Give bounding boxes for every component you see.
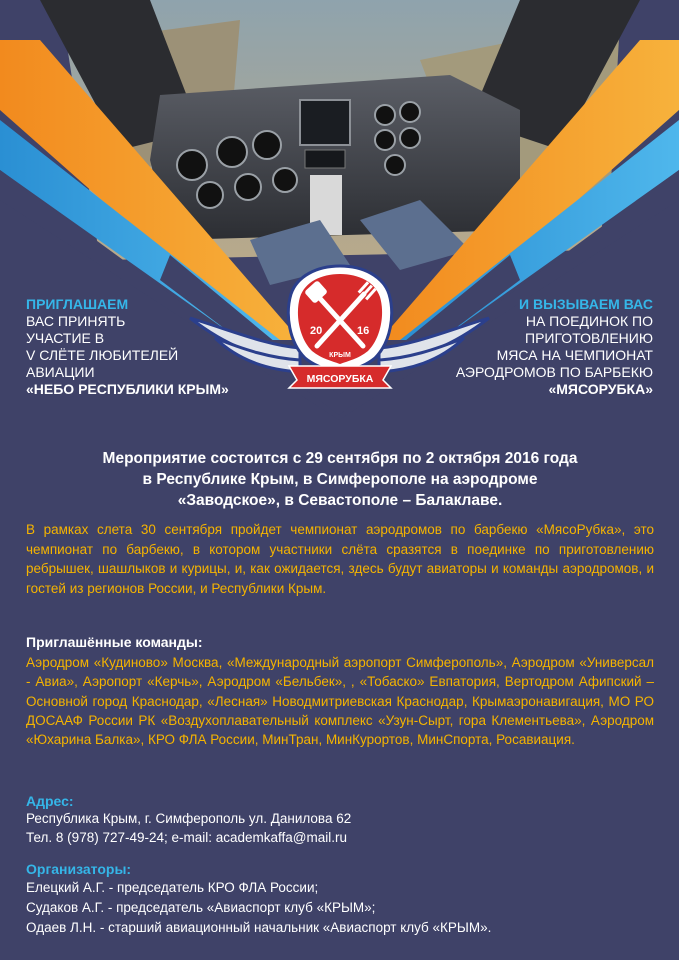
address-title: Адрес: [26,793,74,809]
address-line: Республика Крым, г. Симферополь ул. Данилова 62 [26,811,352,826]
organizer-line: Судаков А.Г. - председатель «Авиаспорт клуб «КРЫМ»; [26,900,376,915]
logo-year-left: 20 [310,325,323,337]
invite-left-line: ВАС ПРИНЯТЬ [26,313,126,329]
invite-left-line: АВИАЦИИ [26,364,95,380]
logo-ribbon-text: МЯСОРУБКА [306,373,374,385]
intro-paragraph: В рамках слета 30 сентября пройдет чемпионат аэродромов по барбекю «МясоРубка», это чемпионат по барбекю, в котором участники слёта сразятся в поединке по приготовлению ребрышек, шашлыков и курицы, и, как ожидается, здесь будут авиаторы и команды аэродромов, и гостей из регионов России, и Республики Крым. [26,522,654,596]
organizers-title: Организаторы: [26,861,132,877]
headline-line: «Заводское», в Севастополе – Балаклаве. [177,492,503,509]
invite-right-line: ПРИГОТОВЛЕНИЮ [525,330,653,346]
headline-line: Мероприятие состоится с 29 сентября по 2 октября 2016 года [102,450,578,467]
teams-list: Аэродром «Кудиново» Москва, «Международный аэропорт Симферополь», Аэродром «Универсал - Авиа», Аэропорт «Керчь», Аэродром «Бельбек», , «Тобаско» Евпатория, Вертодром Афипский – Основной город Краснодар, «Лесная» Новодмитриевская Краснодар, Крымаэронавигация, МО РО ДОСААФ России РК «Воздухоплавательный комплекс «Узун-Сырт, гора Клементьева», Аэродром «Юхарина Балка», КРО ФЛА России, МинТран, МинКурортов, МинСпорта, Росавиация. [26,655,654,748]
invite-left-event-name: «НЕБО РЕСПУБЛИКИ КРЫМ» [26,381,229,397]
invite-right-line: МЯСА НА ЧЕМПИОНАТ [496,347,653,363]
invite-right-event-name: «МЯСОРУБКА» [548,381,653,397]
invite-left-line: V СЛЁТЕ ЛЮБИТЕЛЕЙ [26,347,179,363]
invite-right-column [413,296,653,398]
event-headline [30,448,650,511]
invite-right-line: НА ПОЕДИНОК ПО [525,313,653,329]
logo-year-right: 16 [357,325,370,337]
headline-line: в Республике Крым, в Симферополе на аэродроме [142,471,538,488]
invite-right-line: АЭРОДРОМОВ ПО БАРБЕКЮ [455,364,653,380]
organizer-line: Одаев Л.Н. - старший авиационный начальник «Авиаспорт клуб «КРЫМ». [26,920,492,935]
invite-left-column [26,296,256,398]
invite-right-line: И ВЫЗЫВАЕМ ВАС [519,296,653,312]
organizer-line: Елецкий А.Г. - председатель КРО ФЛА России; [26,880,319,895]
logo-region: КРЫМ [329,352,351,359]
contact-line: Тел. 8 (978) 727-49-24; e-mail: academkaffa@mail.ru [26,830,348,845]
teams-title: Приглашённые команды: [26,634,203,650]
myasorubka-logo [283,262,397,390]
invite-left-line: УЧАСТИЕ В [26,330,105,346]
invite-left-line: ПРИГЛАШАЕМ [26,296,129,312]
